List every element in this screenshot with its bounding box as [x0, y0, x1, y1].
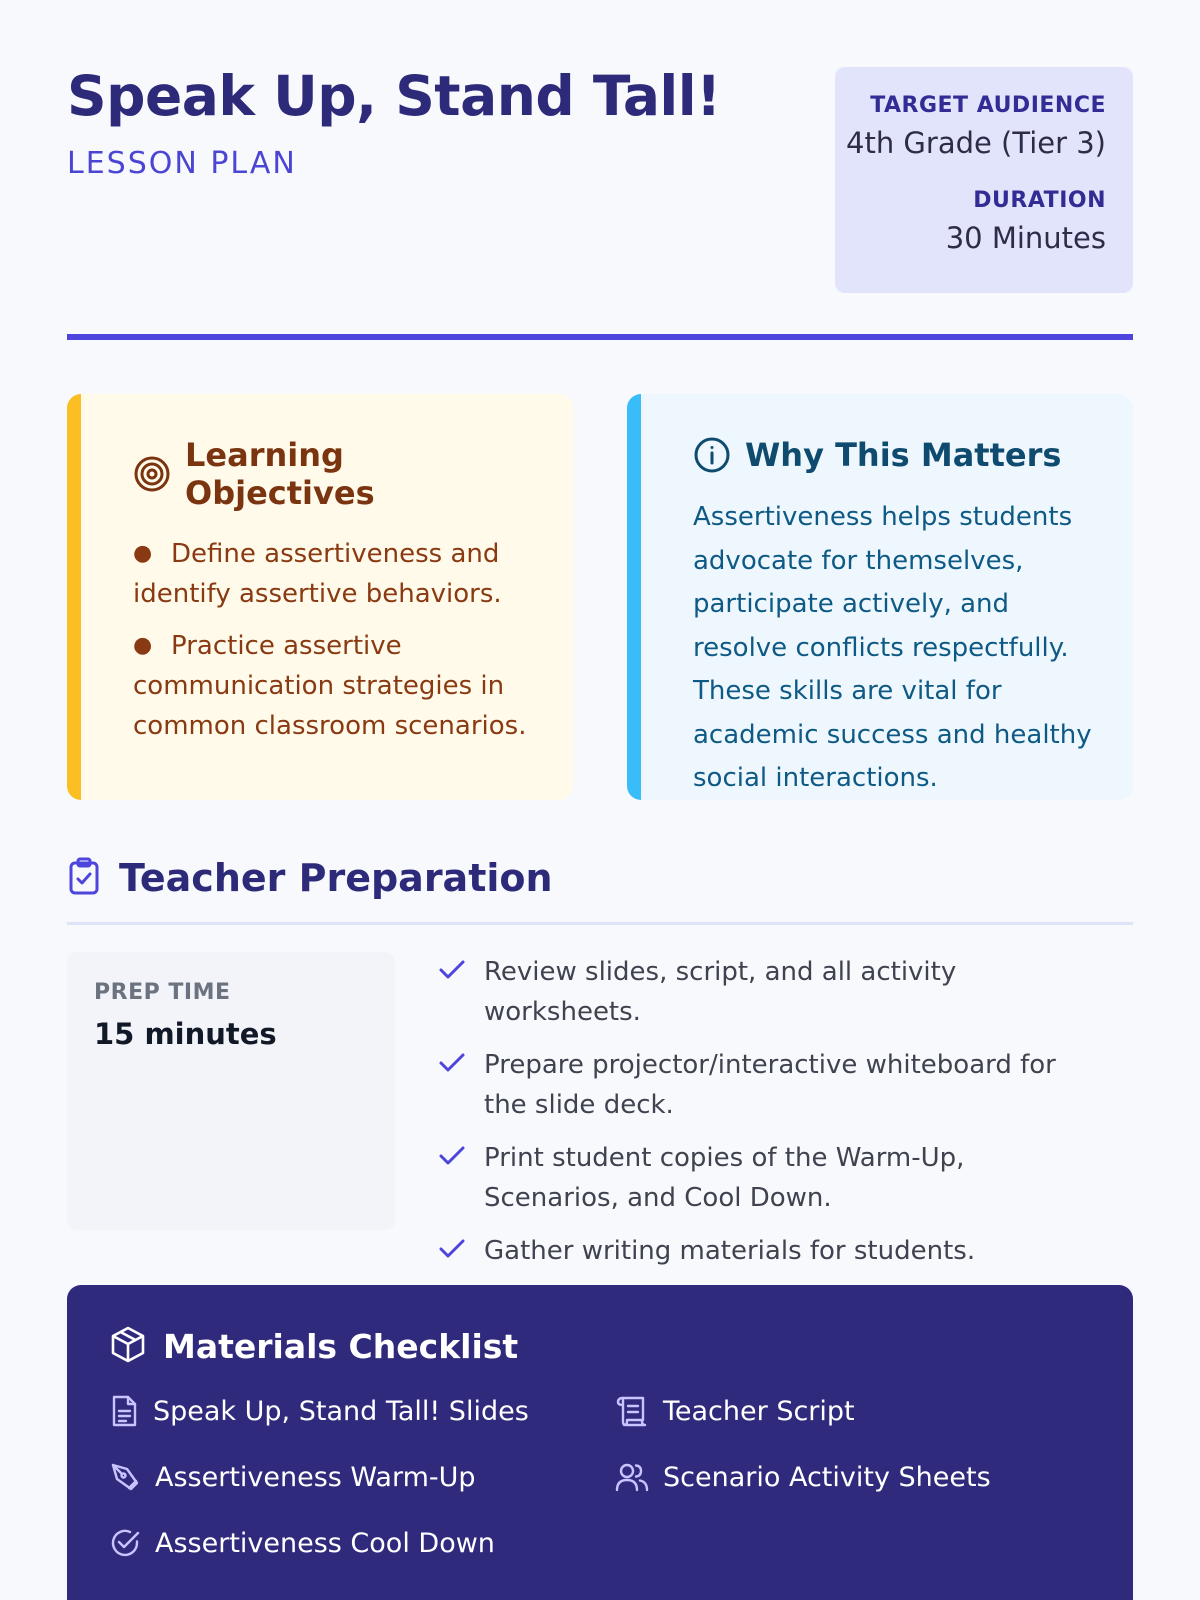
duration-label: DURATION [973, 188, 1106, 213]
check-icon [438, 1049, 466, 1089]
check-circle-icon [109, 1527, 141, 1559]
info-icon [693, 436, 731, 474]
header-divider [67, 334, 1133, 340]
objectives-list [133, 534, 533, 746]
lesson-meta-box [835, 67, 1133, 293]
why-this-matters-card [627, 394, 1133, 800]
list-item: Review slides, script, and all activity worksheets. [438, 952, 1098, 1032]
check-icon [438, 1235, 466, 1275]
prep-task-list [438, 952, 1098, 1284]
document-icon [109, 1394, 139, 1428]
materials-list [109, 1391, 1133, 1563]
audience-label: TARGET AUDIENCE [870, 93, 1106, 118]
prep-time-box [67, 952, 395, 1230]
learning-objectives-card [67, 394, 573, 800]
list-item: Print student copies of the Warm-Up, Scenarios, and Cool Down. [438, 1138, 1098, 1218]
pen-icon [109, 1461, 141, 1493]
why-title: Why This Matters [745, 436, 1062, 474]
header [67, 0, 1133, 340]
teacher-prep-header [67, 856, 553, 900]
list-item: Speak Up, Stand Tall! Slides [109, 1391, 615, 1431]
materials-checklist [67, 1285, 1133, 1600]
scroll-icon [615, 1394, 649, 1428]
prep-title: Teacher Preparation [119, 856, 553, 900]
why-text: Assertiveness helps students advocate for themselves, participate actively, and resolve conflicts respectfully. These skills are vital for academic success and healthy social interactions. [693, 502, 1092, 793]
audience-value: 4th Grade (Tier 3) [846, 126, 1106, 160]
materials-title: Materials Checklist [163, 1326, 519, 1366]
list-item: Gather writing materials for students. [438, 1231, 1098, 1271]
users-icon [615, 1461, 649, 1493]
duration-value: 30 Minutes [945, 221, 1106, 255]
clipboard-check-icon [67, 857, 101, 899]
info-cards [67, 394, 1133, 800]
objectives-title: Learning Objectives [185, 436, 375, 512]
list-item: Prepare projector/interactive whiteboard for the slide deck. [438, 1045, 1098, 1125]
package-icon [109, 1325, 147, 1367]
check-icon [438, 1142, 466, 1182]
list-item: Assertiveness Warm-Up [109, 1457, 615, 1497]
list-item: Assertiveness Cool Down [109, 1523, 615, 1563]
list-item: ● Practice assertive communication strategies in common classroom scenarios. [133, 631, 527, 741]
page-title: Speak Up, Stand Tall! [67, 64, 721, 128]
check-icon [438, 956, 466, 996]
prep-time-value: 15 minutes [94, 1017, 277, 1051]
list-item: Teacher Script [615, 1391, 1075, 1431]
prep-time-label: PREP TIME [94, 980, 231, 1005]
target-icon [133, 455, 171, 493]
list-item: ● Define assertiveness and identify assertive behaviors. [133, 539, 502, 609]
page-subtitle: LESSON PLAN [67, 146, 297, 181]
list-item: Scenario Activity Sheets [615, 1457, 1075, 1497]
prep-divider [67, 922, 1133, 925]
